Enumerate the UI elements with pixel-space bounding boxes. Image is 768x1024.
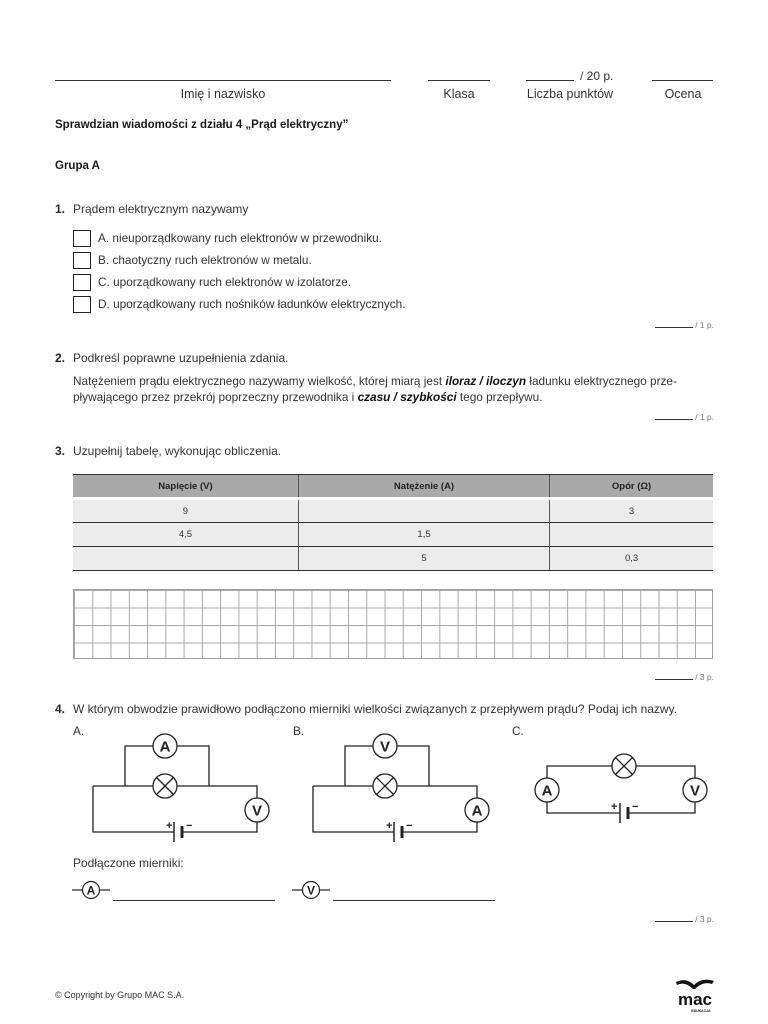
checkbox[interactable] xyxy=(73,230,91,247)
svg-text:mac: mac xyxy=(677,990,713,1009)
svg-text:−: − xyxy=(186,820,193,832)
voltmeter-symbol-icon xyxy=(292,880,332,900)
choice-2[interactable]: czasu / szybkości xyxy=(357,390,457,404)
option-label: B. chaotyczny ruch elektronów w metalu. xyxy=(98,253,312,267)
page-title: Sprawdzian wiadomości z działu 4 „Prąd elektryczny” xyxy=(55,119,349,131)
option-a[interactable] xyxy=(73,229,382,247)
publisher-logo xyxy=(672,976,718,1014)
table-cell: 4,5 xyxy=(73,523,298,547)
svg-text:−: − xyxy=(406,820,413,832)
ammeter-answer-field[interactable] xyxy=(113,900,275,901)
svg-text:V: V xyxy=(251,802,263,820)
points-total: / 20 p. xyxy=(580,69,614,83)
svg-text:V: V xyxy=(379,738,391,756)
svg-text:+: + xyxy=(611,801,618,813)
table-row xyxy=(73,499,713,523)
svg-text:V: V xyxy=(689,782,701,800)
question-text: Podkreśl poprawne uzupełnienia zdania. xyxy=(73,351,289,365)
table-cell-blank[interactable] xyxy=(73,547,298,571)
points-field[interactable] xyxy=(526,80,574,81)
option-label: C. uporządkowany ruch elektronów w izolatorze. xyxy=(98,275,352,289)
table-cell-blank[interactable] xyxy=(298,499,549,523)
option-d[interactable] xyxy=(73,295,406,313)
svg-text:+: + xyxy=(386,820,393,832)
svg-text:A: A xyxy=(159,738,171,756)
circuit-c-label: C. xyxy=(512,724,524,738)
header-current: Natężenie (A) xyxy=(298,475,549,499)
choice-1[interactable]: iloraz / iloczyn xyxy=(445,374,527,388)
header-resistance: Opór (Ω) xyxy=(550,475,713,499)
copyright: © Copyright by Grupo MAC S.A. xyxy=(55,990,185,1000)
ammeter-symbol-icon xyxy=(72,880,112,900)
svg-text:A: A xyxy=(86,883,96,898)
table-cell: 5 xyxy=(298,547,549,571)
question-text: W którym obwodzie prawidłowo podłączono mierniki wielkości związanych z przepływem prądu? Podaj ich nazwy. xyxy=(73,702,678,716)
score-field[interactable]: / 1 p. xyxy=(655,412,714,422)
checkbox[interactable] xyxy=(73,252,91,269)
name-field[interactable] xyxy=(55,80,391,81)
table-row xyxy=(73,547,713,571)
question-number: 3. xyxy=(55,444,66,458)
svg-text:EDUKACJA: EDUKACJA xyxy=(691,1009,711,1013)
option-b[interactable] xyxy=(73,251,312,269)
table-row xyxy=(73,523,713,547)
table-cell: 3 xyxy=(550,499,713,523)
grade-field[interactable] xyxy=(652,80,713,81)
score-field[interactable]: / 1 p. xyxy=(655,320,714,330)
svg-text:−: − xyxy=(632,801,639,813)
score-field[interactable]: / 3 p. xyxy=(655,914,714,924)
circuit-c-diagram xyxy=(528,750,718,825)
name-label: Imię i nazwisko xyxy=(180,87,266,101)
circuit-a-label: A. xyxy=(73,724,85,738)
svg-text:+: + xyxy=(166,820,173,832)
points-label: Liczba punktów xyxy=(526,87,614,101)
question-number: 4. xyxy=(55,702,66,716)
table-cell: 0,3 xyxy=(550,547,713,571)
table-cell: 9 xyxy=(73,499,298,523)
circuit-a-diagram xyxy=(85,730,285,845)
voltmeter-answer-field[interactable] xyxy=(333,900,495,901)
option-label: D. uporządkowany ruch nośników ładunków elektrycznych. xyxy=(98,297,406,311)
option-c[interactable] xyxy=(73,273,351,291)
sentence: Natężeniem prądu elektrycznego nazywamy wielkość, której miarą jest iloraz / iloczyn ładunku elektrycznego prze-pływającego przez przekrój poprzeczny przewodnika i czasu / szybkości tego przepływu. xyxy=(73,374,677,404)
group-label: Grupa A xyxy=(55,160,100,172)
question-number: 1. xyxy=(55,202,66,216)
question-text: Uzupełnij tabelę, wykonując obliczenia. xyxy=(73,444,282,458)
class-field[interactable] xyxy=(428,80,490,81)
option-label: A. nieuporządkowany ruch elektronów w przewodniku. xyxy=(98,231,382,245)
checkbox[interactable] xyxy=(73,296,91,313)
connected-meters-label: Podłączone mierniki: xyxy=(73,856,184,870)
circuit-b-diagram xyxy=(305,730,505,845)
calculation-grid[interactable] xyxy=(73,589,713,659)
mac-logo-icon xyxy=(672,976,718,1014)
score-field[interactable]: / 3 p. xyxy=(655,672,714,682)
circuit-b-label: B. xyxy=(293,724,305,738)
svg-text:A: A xyxy=(541,782,553,800)
table-cell-blank[interactable] xyxy=(550,523,713,547)
grade-label: Ocena xyxy=(664,87,702,101)
checkbox[interactable] xyxy=(73,274,91,291)
calculation-table xyxy=(73,474,713,571)
svg-text:V: V xyxy=(306,883,316,898)
table-cell: 1,5 xyxy=(298,523,549,547)
question-number: 2. xyxy=(55,351,66,365)
header-voltage: Napięcie (V) xyxy=(73,475,298,499)
svg-text:A: A xyxy=(471,802,483,820)
class-label: Klasa xyxy=(443,87,475,101)
question-text: Prądem elektrycznym nazywamy xyxy=(73,202,249,216)
